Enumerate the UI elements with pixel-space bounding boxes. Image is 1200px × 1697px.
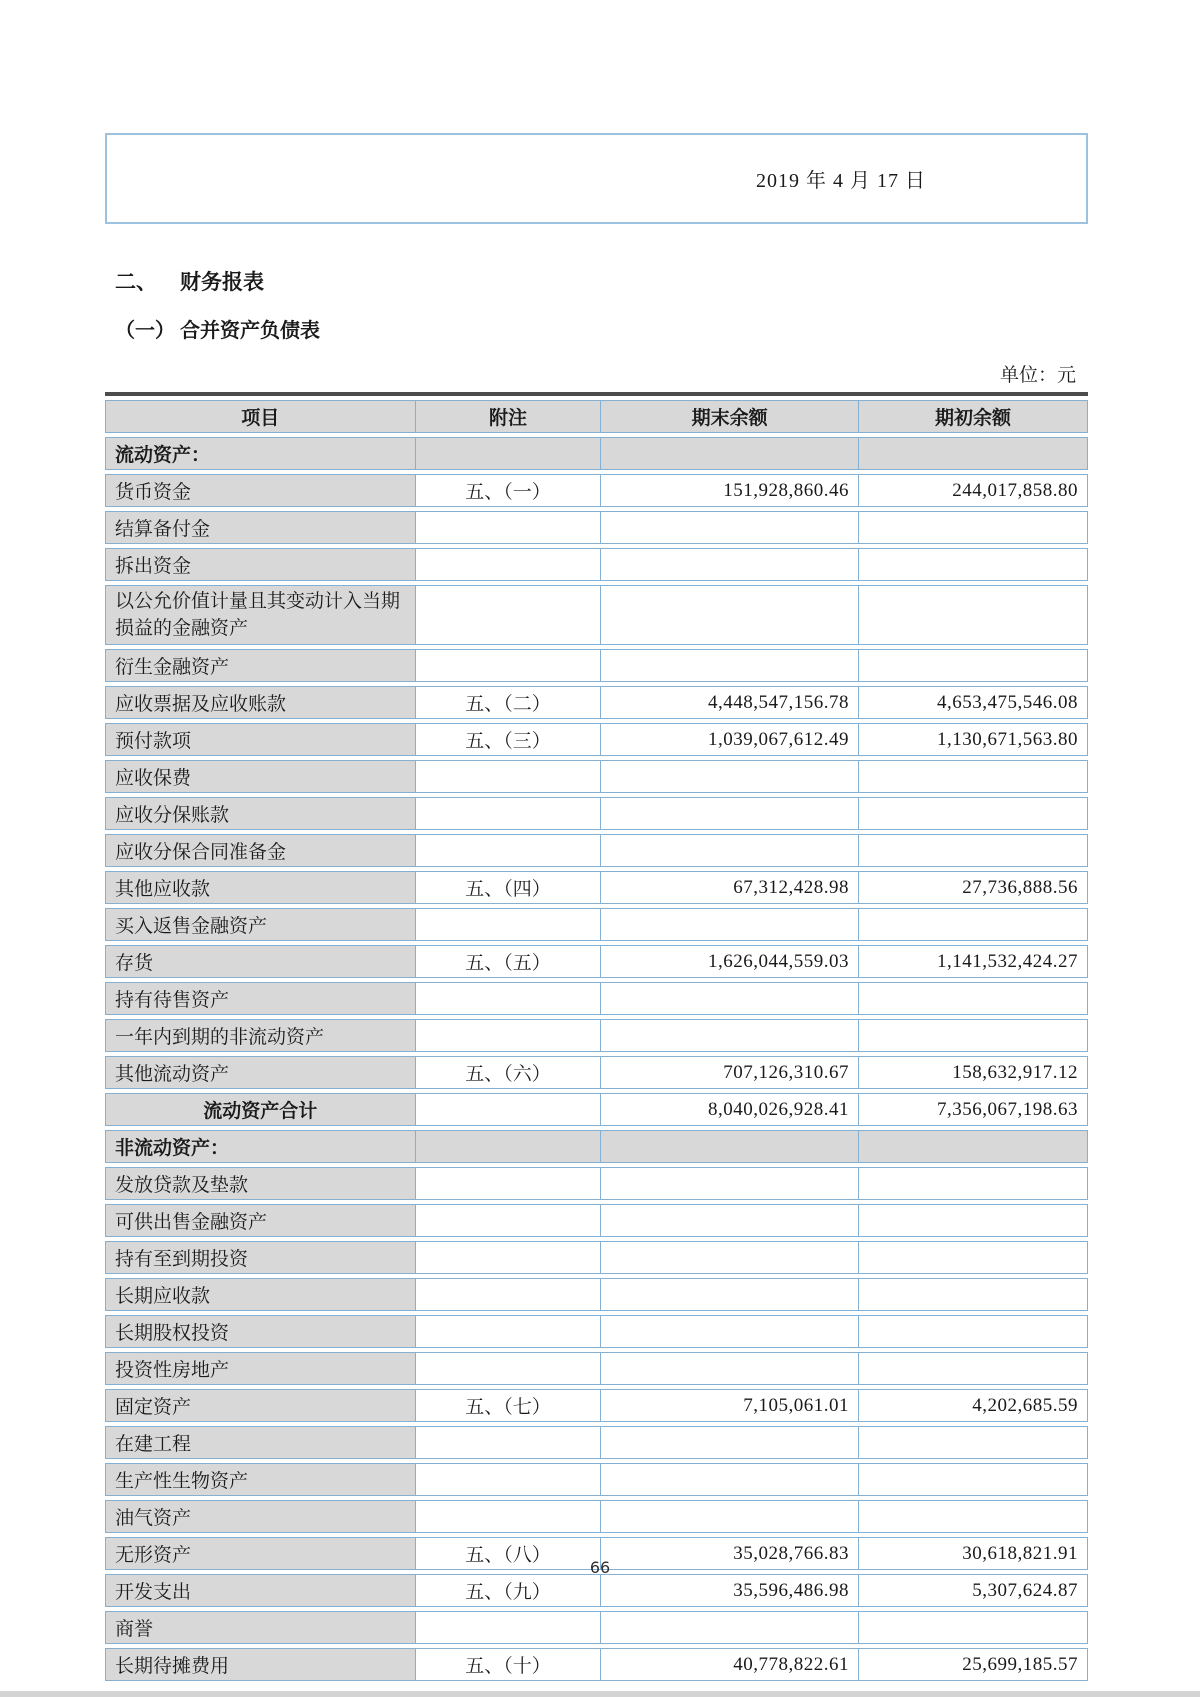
sub-heading [105,320,1088,343]
beginning-balance-cell [859,982,1088,1015]
row-label-cell: 长期股权投资 [105,1315,416,1348]
table-row [105,1574,1088,1607]
balance-sheet-table [105,396,1088,1685]
ending-balance-cell [601,1278,859,1311]
beginning-balance-cell [859,1315,1088,1348]
row-label-cell: 流动资产： [105,437,416,470]
note-cell [416,1204,602,1237]
note-cell [416,834,602,867]
beginning-balance-cell [859,1611,1088,1644]
beginning-balance-cell [859,1352,1088,1385]
beginning-balance-cell: 244,017,858.80 [859,474,1088,507]
beginning-balance-cell [859,511,1088,544]
table-row [105,1204,1088,1237]
table-row [105,1611,1088,1644]
ending-balance-cell: 35,596,486.98 [601,1574,859,1607]
beginning-balance-cell [859,1278,1088,1311]
ending-balance-cell: 1,039,067,612.49 [601,723,859,756]
table-row [105,1130,1088,1163]
beginning-balance-cell: 5,307,624.87 [859,1574,1088,1607]
beginning-balance-cell: 27,736,888.56 [859,871,1088,904]
ending-balance-cell [601,511,859,544]
note-cell [416,797,602,830]
ending-balance-cell: 35,028,766.83 [601,1537,859,1570]
note-cell [416,1241,602,1274]
row-label-cell: 其他应收款 [105,871,416,904]
table-row [105,1500,1088,1533]
row-label-cell: 流动资产合计 [105,1093,416,1126]
table-row [105,686,1088,719]
table-row [105,548,1088,581]
row-label-cell: 非流动资产： [105,1130,416,1163]
ending-balance-cell: 1,626,044,559.03 [601,945,859,978]
ending-balance-cell [601,834,859,867]
row-label-cell: 投资性房地产 [105,1352,416,1385]
note-cell [416,1093,602,1126]
note-cell: 五、（一） [416,474,602,507]
ending-balance-cell [601,585,859,645]
note-cell [416,585,602,645]
row-label-cell: 应收分保合同准备金 [105,834,416,867]
table-row [105,1167,1088,1200]
row-label-cell: 应收票据及应收账款 [105,686,416,719]
row-label-cell: 其他流动资产 [105,1056,416,1089]
beginning-balance-cell: 4,653,475,546.08 [859,686,1088,719]
ending-balance-cell [601,437,859,470]
table-row [105,1315,1088,1348]
page-content [0,133,1200,1685]
table-row [105,723,1088,756]
beginning-balance-cell [859,585,1088,645]
note-cell: 五、（二） [416,686,602,719]
table-row [105,797,1088,830]
note-cell: 五、（三） [416,723,602,756]
ending-balance-cell [601,797,859,830]
header-item: 项目 [105,400,416,433]
beginning-balance-cell [859,1463,1088,1496]
note-cell [416,1426,602,1459]
row-label-cell: 商誉 [105,1611,416,1644]
note-cell [416,760,602,793]
note-cell [416,1463,602,1496]
section-title: 财务报表 [180,270,264,294]
table-row [105,1093,1088,1126]
ending-balance-cell [601,1204,859,1237]
note-cell [416,1278,602,1311]
note-cell [416,1352,602,1385]
beginning-balance-cell: 1,141,532,424.27 [859,945,1088,978]
ending-balance-cell [601,1167,859,1200]
section-number: 二、 [115,270,157,294]
row-label-cell: 一年内到期的非流动资产 [105,1019,416,1052]
note-cell: 五、（四） [416,871,602,904]
beginning-balance-cell: 7,356,067,198.63 [859,1093,1088,1126]
row-label-cell: 预付款项 [105,723,416,756]
beginning-balance-cell [859,1167,1088,1200]
beginning-balance-cell: 1,130,671,563.80 [859,723,1088,756]
scan-edge-strip [0,1691,1200,1697]
sub-heading-number: （一） [115,320,175,342]
table-row [105,585,1088,645]
beginning-balance-cell [859,797,1088,830]
table-row [105,649,1088,682]
report-date: 2019 年 4 月 17 日 [756,170,926,192]
row-label-cell: 存货 [105,945,416,978]
table-row [105,511,1088,544]
page-number: 66 [589,1558,611,1577]
table-row [105,760,1088,793]
note-cell [416,1130,602,1163]
note-cell: 五、（六） [416,1056,602,1089]
table-row [105,834,1088,867]
note-cell: 五、（五） [416,945,602,978]
table-row [105,474,1088,507]
row-label-cell: 以公允价值计量且其变动计入当期损益的金融资产 [105,585,416,645]
row-label-cell: 结算备付金 [105,511,416,544]
note-cell [416,908,602,941]
beginning-balance-cell [859,1426,1088,1459]
row-label-cell: 无形资产 [105,1537,416,1570]
note-cell: 五、（七） [416,1389,602,1422]
row-label-cell: 货币资金 [105,474,416,507]
beginning-balance-cell: 4,202,685.59 [859,1389,1088,1422]
note-cell [416,1500,602,1533]
note-cell: 五、（八） [416,1537,602,1570]
note-cell: 五、（九） [416,1574,602,1607]
note-cell [416,1315,602,1348]
ending-balance-cell [601,1463,859,1496]
row-label-cell: 生产性生物资产 [105,1463,416,1496]
note-cell: 五、（十） [416,1648,602,1681]
beginning-balance-cell [859,834,1088,867]
beginning-balance-cell [859,1500,1088,1533]
ending-balance-cell [601,1500,859,1533]
row-label-cell: 发放贷款及垫款 [105,1167,416,1200]
table-row [105,1278,1088,1311]
ending-balance-cell [601,1019,859,1052]
table-row [105,437,1088,470]
row-label-cell: 买入返售金融资产 [105,908,416,941]
row-label-cell: 衍生金融资产 [105,649,416,682]
balance-sheet-table-wrap [105,392,1088,1685]
table-row [105,1352,1088,1385]
table-row [105,1241,1088,1274]
table-row [105,1389,1088,1422]
sub-heading-title: 合并资产负债表 [180,320,320,342]
ending-balance-cell: 4,448,547,156.78 [601,686,859,719]
note-cell [416,1611,602,1644]
note-cell [416,649,602,682]
ending-balance-cell: 707,126,310.67 [601,1056,859,1089]
row-label-cell: 持有待售资产 [105,982,416,1015]
row-label-cell: 开发支出 [105,1574,416,1607]
beginning-balance-cell [859,437,1088,470]
row-label-cell: 拆出资金 [105,548,416,581]
ending-balance-cell [601,982,859,1015]
ending-balance-cell [601,1352,859,1385]
note-cell [416,1019,602,1052]
note-cell [416,511,602,544]
beginning-balance-cell [859,1204,1088,1237]
beginning-balance-cell [859,548,1088,581]
ending-balance-cell [601,1426,859,1459]
beginning-balance-cell: 25,699,185.57 [859,1648,1088,1681]
beginning-balance-cell [859,1241,1088,1274]
beginning-balance-cell [859,760,1088,793]
ending-balance-cell: 7,105,061.01 [601,1389,859,1422]
table-row [105,1426,1088,1459]
beginning-balance-cell [859,908,1088,941]
beginning-balance-cell: 30,618,821.91 [859,1537,1088,1570]
ending-balance-cell [601,1611,859,1644]
beginning-balance-cell [859,1130,1088,1163]
ending-balance-cell [601,1241,859,1274]
table-row [105,1648,1088,1681]
ending-balance-cell [601,908,859,941]
row-label-cell: 应收保费 [105,760,416,793]
note-cell [416,1167,602,1200]
header-ending-balance: 期末余额 [601,400,859,433]
table-row [105,1019,1088,1052]
ending-balance-cell: 151,928,860.46 [601,474,859,507]
row-label-cell: 油气资产 [105,1500,416,1533]
beginning-balance-cell [859,1019,1088,1052]
row-label-cell: 在建工程 [105,1426,416,1459]
ending-balance-cell [601,1130,859,1163]
ending-balance-cell: 40,778,822.61 [601,1648,859,1681]
ending-balance-cell [601,1315,859,1348]
table-row [105,982,1088,1015]
row-label-cell: 可供出售金融资产 [105,1204,416,1237]
table-row [105,908,1088,941]
beginning-balance-cell [859,649,1088,682]
row-label-cell: 长期待摊费用 [105,1648,416,1681]
header-beginning-balance: 期初余额 [859,400,1088,433]
row-label-cell: 应收分保账款 [105,797,416,830]
table-header-row [105,400,1088,433]
ending-balance-cell: 67,312,428.98 [601,871,859,904]
note-cell [416,437,602,470]
ending-balance-cell: 8,040,026,928.41 [601,1093,859,1126]
header-note: 附注 [416,400,602,433]
section-heading [105,270,1088,294]
table-row [105,1463,1088,1496]
ending-balance-cell [601,649,859,682]
table-row [105,1056,1088,1089]
balance-sheet-body [105,437,1088,1681]
row-label-cell: 固定资产 [105,1389,416,1422]
note-cell [416,982,602,1015]
row-label-cell: 持有至到期投资 [105,1241,416,1274]
ending-balance-cell [601,548,859,581]
beginning-balance-cell: 158,632,917.12 [859,1056,1088,1089]
row-label-cell: 长期应收款 [105,1278,416,1311]
signature-date-box [105,133,1088,224]
note-cell [416,548,602,581]
table-row [105,945,1088,978]
unit-label: 单位：元 [999,365,1076,386]
table-row [105,871,1088,904]
ending-balance-cell [601,760,859,793]
